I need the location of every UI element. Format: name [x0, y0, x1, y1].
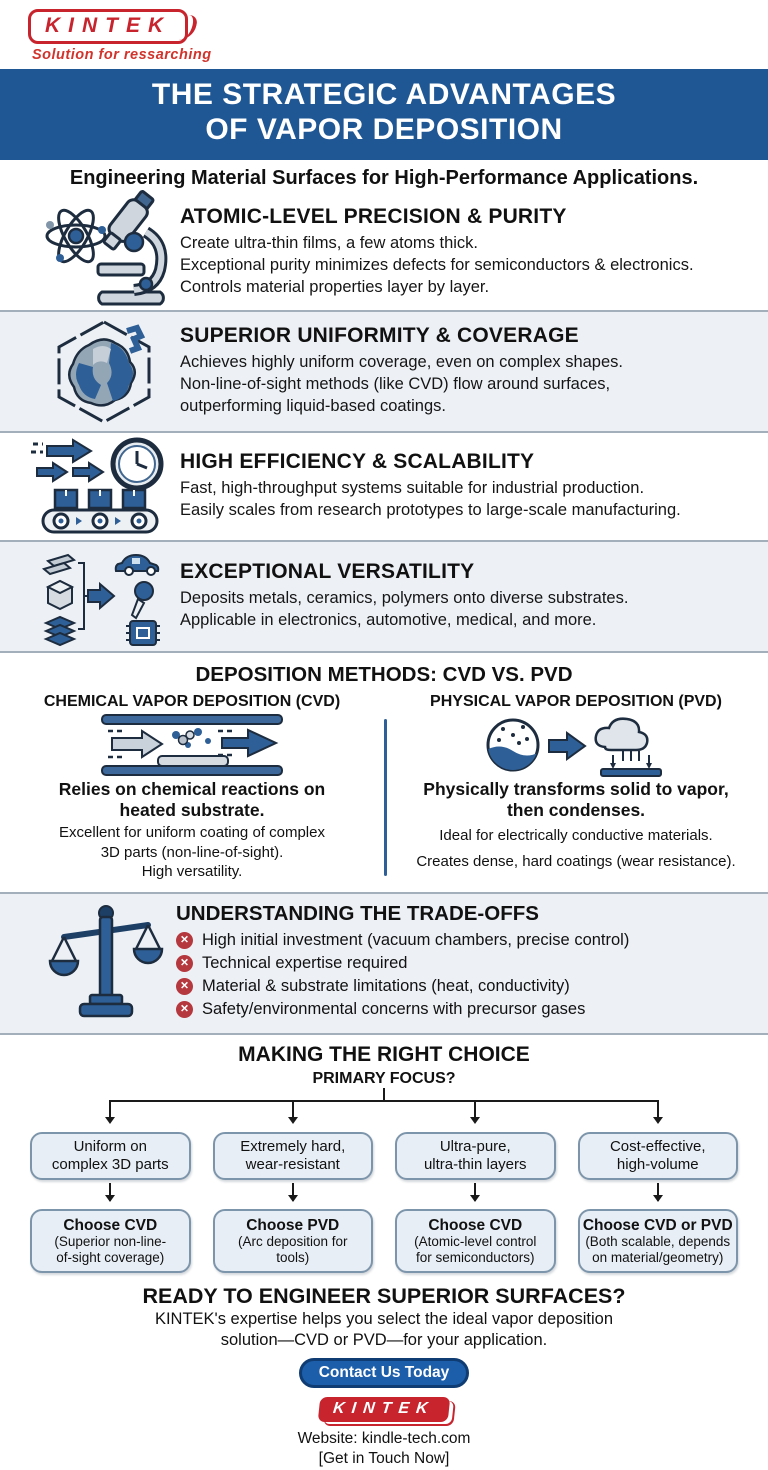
result-note: for semiconductors): [415, 1250, 535, 1266]
section-line: Deposits metals, ceramics, polymers onto diverse substrates.: [180, 588, 629, 607]
speed-clock-conveyor-icon: [28, 438, 180, 534]
section-atomic-precision: [0, 195, 768, 312]
section-line: Non-line-of-sight methods (like CVD) flow around surfaces,: [180, 374, 611, 393]
result-note: (Both scalable, depends: [585, 1234, 731, 1250]
result-title: Choose PVD: [246, 1216, 340, 1234]
section-line: Controls material properties layer by layer.: [180, 277, 490, 296]
page-title-line2: OF VAPOR DEPOSITION: [205, 112, 563, 146]
choice-title: MAKING THE RIGHT CHOICE: [238, 1042, 530, 1066]
section-title: HIGH EFFICIENCY & SCALABILITY: [180, 449, 535, 473]
kintek-footer-logo-text: KINTEK: [318, 1397, 450, 1422]
section-uniformity: [0, 312, 768, 433]
tradeoff-text: Safety/environmental concerns with precursor gases: [202, 999, 586, 1018]
section-tradeoffs: [0, 894, 768, 1035]
website-text: Website: kindle-tech.com: [297, 1430, 471, 1448]
section-line: Exceptional purity minimizes defects for semiconductors & electronics.: [180, 255, 694, 274]
section-versatility: [0, 542, 768, 653]
flow-branch-cvd-pure: [395, 1132, 556, 1274]
pvd-bold-line: Physically transforms solid to vapor,: [423, 778, 729, 799]
down-arrow: [292, 1183, 294, 1201]
result-note: (Superior non-line-: [54, 1234, 167, 1250]
result-note: on material/geometry): [592, 1250, 724, 1266]
tradeoffs-content: [176, 902, 629, 1023]
cta-line: solution—CVD or PVD—for your application.: [220, 1331, 548, 1350]
focus-line: Ultra-pure,: [439, 1137, 511, 1155]
focus-line: Extremely hard,: [240, 1137, 346, 1155]
get-in-touch-link[interactable]: [Get in Touch Now]: [318, 1450, 450, 1468]
result-note: (Atomic-level control: [414, 1234, 537, 1250]
pvd-column: [384, 693, 768, 882]
cta-line: KINTEK's expertise helps you select the ideal vapor deposition: [154, 1310, 614, 1329]
flowchart: [0, 1132, 768, 1274]
tradeoff-item: [176, 1000, 629, 1019]
focus-box: [30, 1132, 191, 1181]
cta-title: READY TO ENGINEER SUPERIOR SURFACES?: [142, 1284, 626, 1309]
result-title: Choose CVD: [63, 1216, 158, 1234]
coated-part-hexagon-icon: [28, 317, 180, 425]
pvd-title: PHYSICAL VAPOR DEPOSITION (PVD): [430, 692, 722, 710]
flow-branch-cost-effective: [578, 1132, 739, 1274]
result-title: Choose CVD or PVD: [582, 1216, 733, 1234]
kintek-logo-text: KINTEK: [45, 14, 172, 37]
focus-box: [395, 1132, 556, 1181]
section-line: Achieves highly uniform coverage, even on complex shapes.: [180, 352, 623, 371]
cvd-bold-line: Relies on chemical reactions on: [58, 778, 326, 799]
materials-applications-icon: [28, 547, 180, 645]
result-box: [30, 1209, 191, 1273]
balance-scale-icon: [36, 903, 176, 1021]
section-title: ATOMIC-LEVEL PRECISION & PURITY: [180, 204, 567, 228]
pvd-bold-line: then condenses.: [506, 799, 646, 820]
pvd-line: Creates dense, hard coatings (wear resistance).: [416, 852, 736, 870]
cvd-column: [0, 693, 384, 882]
x-circle-icon: ✕: [176, 978, 193, 995]
result-note: (Arc deposition for: [237, 1234, 348, 1250]
tradeoff-text: High initial investment (vacuum chambers, precise control): [202, 930, 630, 949]
result-box: [578, 1209, 739, 1273]
cvd-line: High versatility.: [141, 863, 243, 881]
down-arrow: [657, 1183, 659, 1201]
focus-box: [578, 1132, 739, 1181]
section-line: outperforming liquid-based coatings.: [180, 396, 446, 415]
section-text: [180, 205, 694, 299]
result-note: tools): [276, 1250, 310, 1266]
x-circle-icon: ✕: [176, 955, 193, 972]
primary-focus-label: PRIMARY FOCUS?: [312, 1069, 456, 1087]
tradeoff-text: Material & substrate limitations (heat, conductivity): [202, 976, 570, 995]
focus-box: [213, 1132, 374, 1181]
cvd-title: CHEMICAL VAPOR DEPOSITION (CVD): [43, 692, 341, 710]
tradeoffs-title: UNDERSTANDING THE TRADE-OFFS: [176, 901, 539, 925]
cvd-bold-line: heated substrate.: [119, 799, 265, 820]
tradeoff-text: Technical expertise required: [202, 953, 408, 972]
methods-title: DEPOSITION METHODS: CVD VS. PVD: [195, 662, 573, 686]
down-arrow: [474, 1183, 476, 1201]
section-line: Easily scales from research prototypes to large-scale manufacturing.: [180, 500, 681, 519]
focus-line: Cost-effective,: [609, 1137, 706, 1155]
section-line: Applicable in electronics, automotive, medical, and more.: [180, 610, 597, 629]
result-box: [395, 1209, 556, 1273]
section-cta: [0, 1275, 768, 1469]
contact-us-button[interactable]: Contact Us Today: [299, 1358, 470, 1388]
section-title: EXCEPTIONAL VERSATILITY: [180, 559, 475, 583]
x-circle-icon: ✕: [176, 932, 193, 949]
kintek-logo: [28, 9, 188, 44]
kintek-footer-logo: [319, 1397, 449, 1422]
tradeoff-item: [176, 954, 629, 973]
section-deposition-methods: [0, 653, 768, 894]
result-title: Choose CVD: [428, 1216, 523, 1234]
cvd-line: Excellent for uniform coating of complex: [59, 824, 325, 842]
section-line: Create ultra-thin films, a few atoms thick.: [180, 233, 479, 252]
focus-line: wear-resistant: [245, 1156, 340, 1174]
section-efficiency: [0, 433, 768, 542]
focus-line: high-volume: [616, 1156, 699, 1174]
focus-line: Uniform on: [73, 1137, 147, 1155]
title-banner: [0, 69, 768, 160]
section-line: Fast, high-throughput systems suitable for industrial production.: [180, 478, 645, 497]
focus-line: complex 3D parts: [51, 1156, 169, 1174]
section-text: [180, 324, 623, 418]
cvd-line: 3D parts (non-line-of-sight).: [100, 843, 284, 861]
section-text: [180, 560, 628, 632]
flowchart-connector: [30, 1088, 738, 1132]
flow-branch-cvd-uniform: [30, 1132, 191, 1274]
column-divider: [384, 719, 387, 876]
gas-flow-reaction-icon: [14, 713, 370, 777]
section-making-the-right-choice: [0, 1035, 768, 1276]
focus-line: ultra-thin layers: [423, 1156, 527, 1174]
header: [0, 0, 768, 69]
result-box: [213, 1209, 374, 1273]
logo-tagline: Solution for ressarching: [32, 47, 212, 63]
atom-microscope-icon: [28, 200, 180, 304]
pvd-line: Ideal for electrically conductive materials.: [439, 827, 713, 845]
flow-branch-pvd-hard: [213, 1132, 374, 1274]
page-subtitle: Engineering Material Surfaces for High-Performance Applications.: [69, 166, 699, 189]
page-title-line1: THE STRATEGIC ADVANTAGES: [151, 78, 617, 111]
down-arrow: [109, 1183, 111, 1201]
solid-to-vapor-icon: [398, 713, 754, 777]
result-note: of-sight coverage): [56, 1250, 165, 1266]
tradeoff-item: [176, 977, 629, 996]
tradeoff-item: [176, 931, 629, 950]
x-circle-icon: ✕: [176, 1001, 193, 1018]
section-title: SUPERIOR UNIFORMITY & COVERAGE: [180, 323, 579, 347]
section-text: [180, 450, 681, 522]
